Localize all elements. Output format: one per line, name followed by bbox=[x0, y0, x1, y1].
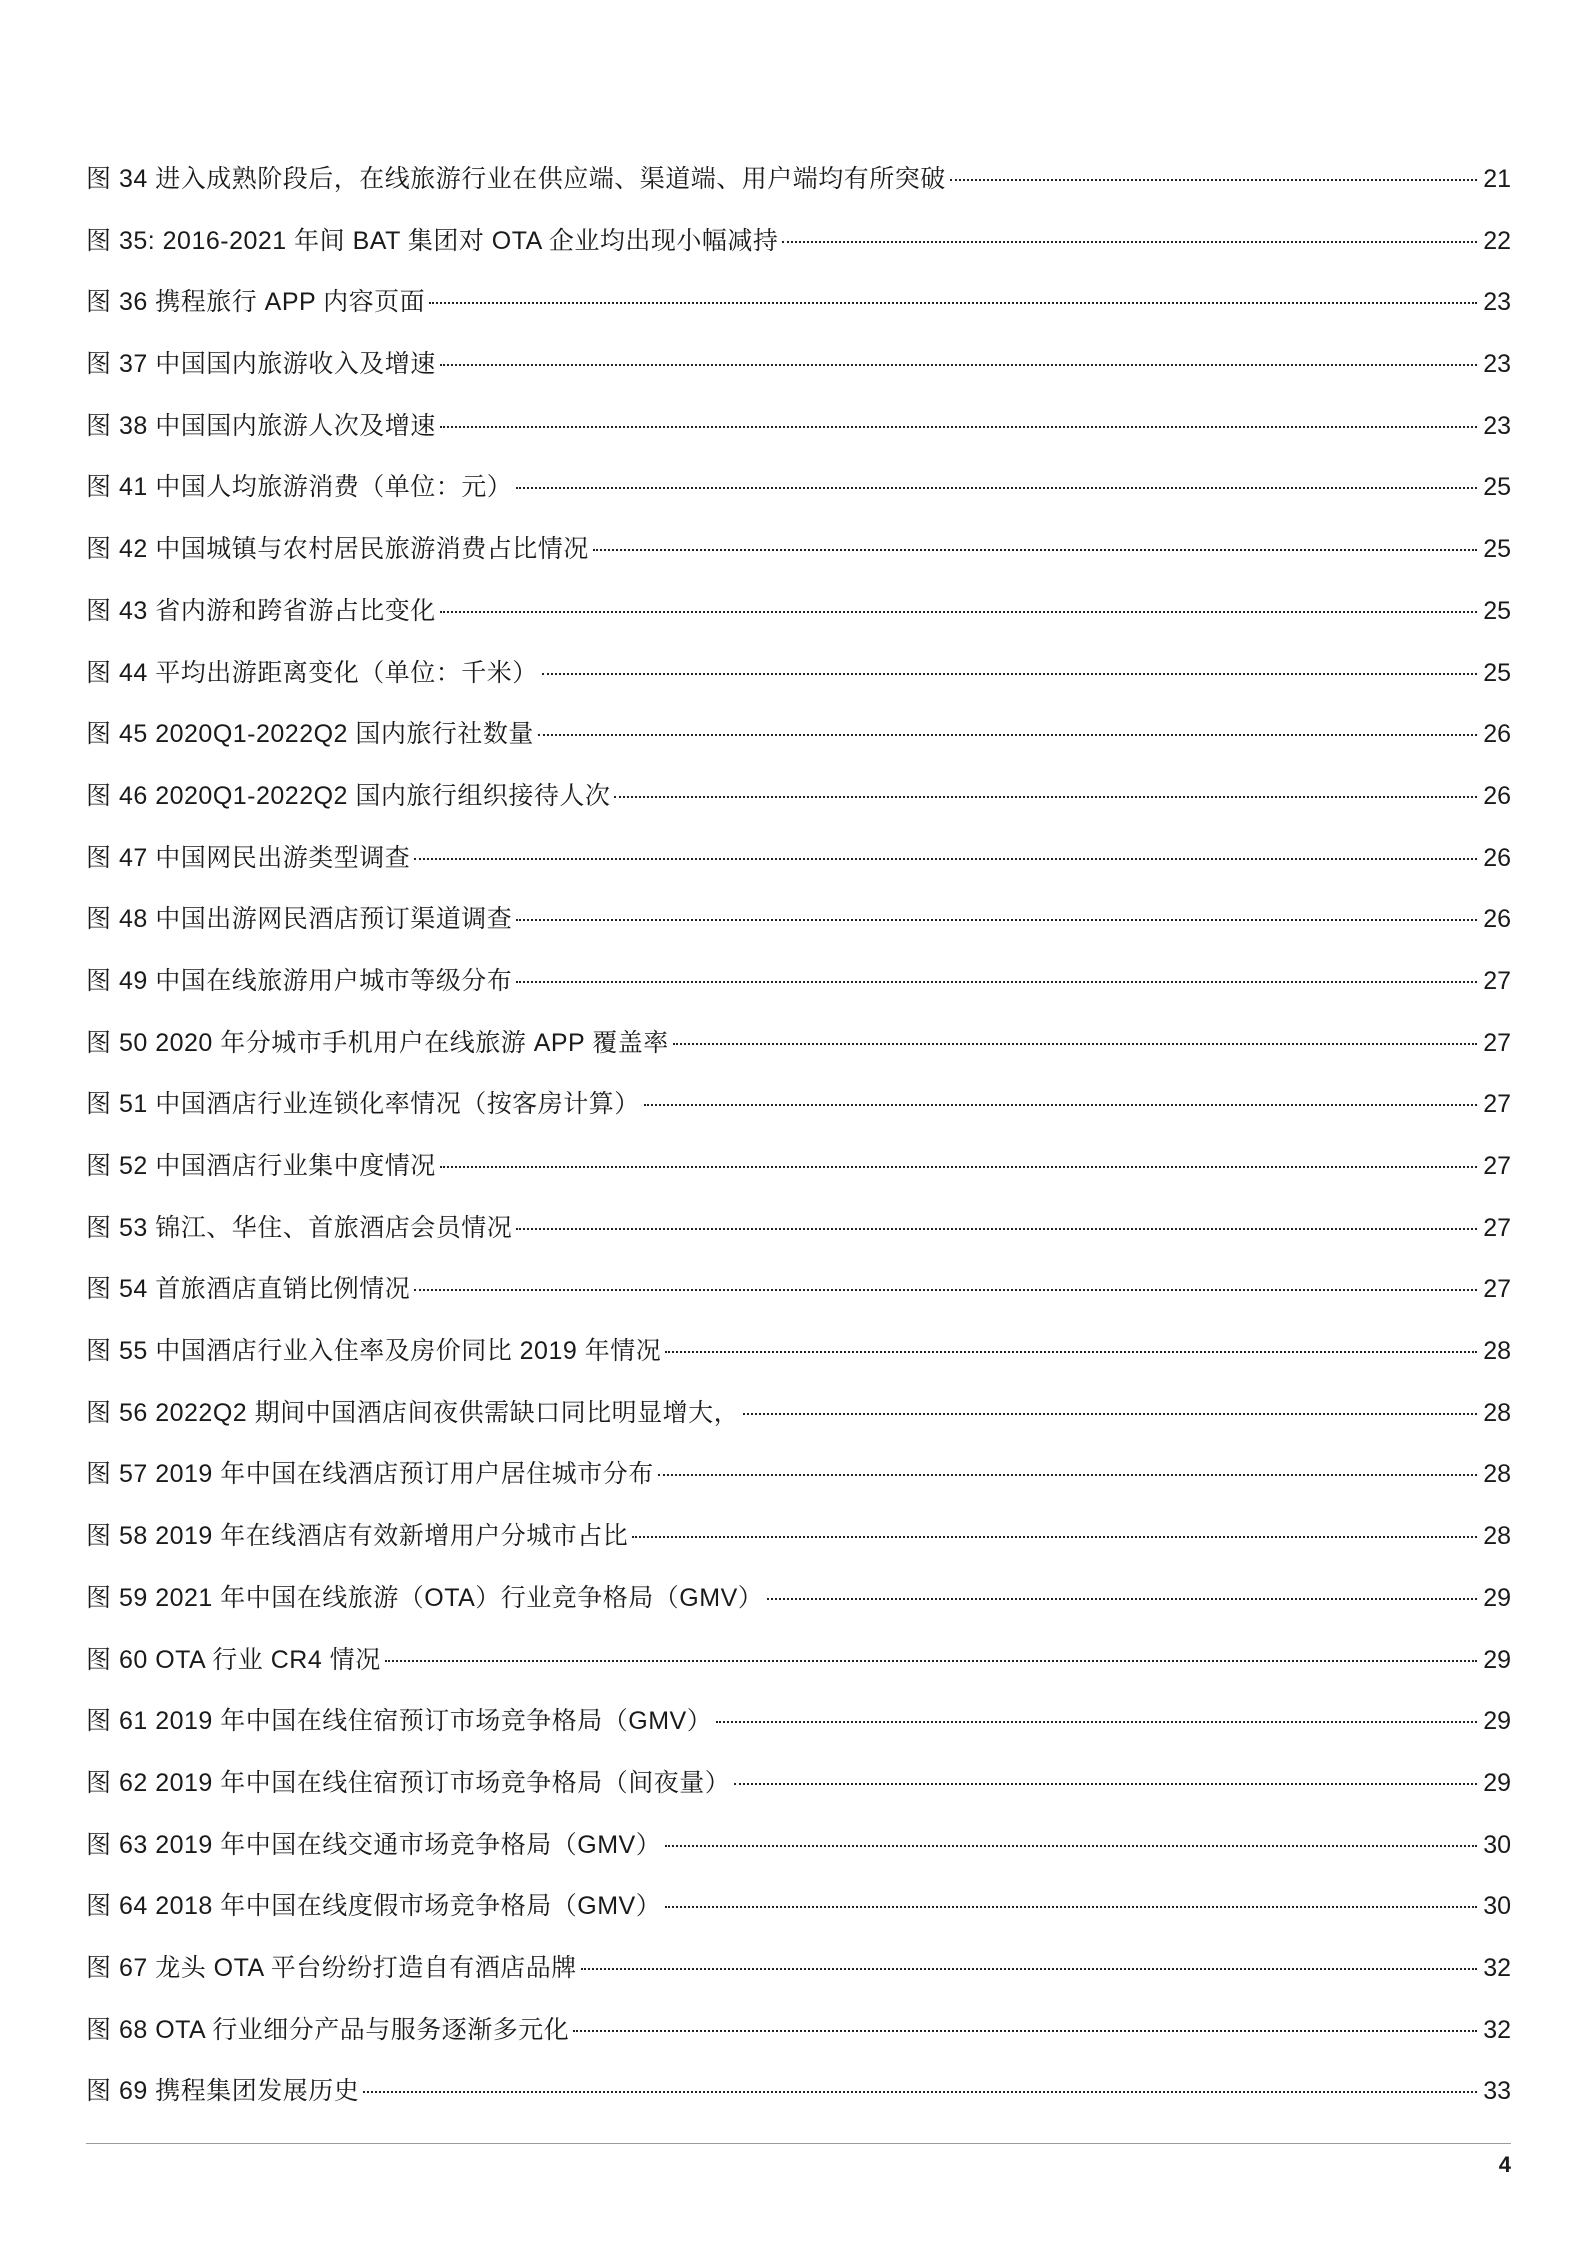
toc-entry[interactable] bbox=[86, 658, 1511, 720]
toc-entry-title[interactable]: 图 57 2019 年中国在线酒店预订用户居住城市分布 bbox=[86, 1460, 654, 1489]
toc-entry-title[interactable]: 图 53 锦江、华住、首旅酒店会员情况 bbox=[86, 1213, 513, 1242]
dot-leader bbox=[414, 1289, 1477, 1291]
toc-entry-title[interactable]: 图 55 中国酒店行业入住率及房价同比 2019 年情况 bbox=[86, 1337, 662, 1366]
toc-entry-title[interactable]: 图 51 中国酒店行业连锁化率情况（按客房计算） bbox=[86, 1090, 640, 1119]
toc-entry-title[interactable]: 图 47 中国网民出游类型调查 bbox=[86, 843, 411, 872]
toc-entry-page-number[interactable]: 27 bbox=[1483, 1090, 1511, 1119]
toc-entry-title[interactable]: 图 61 2019 年中国在线住宿预订市场竞争格局（GMV） bbox=[86, 1707, 713, 1736]
toc-entry-page-number[interactable]: 26 bbox=[1483, 781, 1511, 810]
toc-entry-title[interactable]: 图 50 2020 年分城市手机用户在线旅游 APP 覆盖率 bbox=[86, 1028, 669, 1057]
toc-entry-title[interactable]: 图 34 进入成熟阶段后，在线旅游行业在供应端、渠道端、用户端均有所突破 bbox=[86, 165, 946, 193]
toc-entry[interactable] bbox=[86, 1336, 1511, 1398]
toc-entry[interactable] bbox=[86, 1459, 1511, 1521]
toc-entry[interactable] bbox=[86, 1953, 1511, 2015]
toc-entry-page-number[interactable]: 25 bbox=[1483, 596, 1511, 625]
toc-entry-page-number[interactable]: 32 bbox=[1483, 1953, 1511, 1982]
toc-entry-title[interactable]: 图 35: 2016-2021 年间 BAT 集团对 OTA 企业均出现小幅减持 bbox=[86, 226, 779, 255]
toc-entry-page-number[interactable]: 28 bbox=[1483, 1522, 1511, 1551]
dot-leader bbox=[665, 1845, 1477, 1847]
toc-entry-title[interactable]: 图 58 2019 年在线酒店有效新增用户分城市占比 bbox=[86, 1522, 629, 1551]
dot-leader bbox=[767, 1598, 1477, 1600]
dot-leader bbox=[414, 858, 1477, 860]
dot-leader bbox=[673, 1043, 1477, 1045]
toc-entry[interactable] bbox=[86, 1089, 1511, 1151]
dot-leader bbox=[429, 302, 1477, 304]
dot-leader bbox=[665, 1906, 1477, 1908]
toc-entry[interactable] bbox=[86, 1521, 1511, 1583]
dot-leader bbox=[782, 241, 1477, 243]
toc-entry-title[interactable]: 图 59 2021 年中国在线旅游（OTA）行业竞争格局（GMV） bbox=[86, 1583, 764, 1612]
dot-leader bbox=[716, 1721, 1477, 1723]
dot-leader bbox=[593, 549, 1477, 551]
dot-leader bbox=[385, 1660, 1477, 1662]
toc-entry[interactable] bbox=[86, 1706, 1511, 1768]
dot-leader bbox=[363, 2091, 1477, 2093]
toc-entry-title[interactable]: 图 60 OTA 行业 CR4 情况 bbox=[86, 1645, 381, 1674]
toc-entry-title[interactable]: 图 54 首旅酒店直销比例情况 bbox=[86, 1275, 411, 1304]
toc-entry-title[interactable]: 图 45 2020Q1-2022Q2 国内旅行社数量 bbox=[86, 720, 534, 749]
toc-entry-title[interactable]: 图 63 2019 年中国在线交通市场竞争格局（GMV） bbox=[86, 1830, 662, 1859]
toc-entry-title[interactable]: 图 64 2018 年中国在线度假市场竞争格局（GMV） bbox=[86, 1892, 662, 1921]
toc-entry[interactable] bbox=[86, 1028, 1511, 1090]
toc-entry-page-number[interactable]: 32 bbox=[1483, 2015, 1511, 2044]
dot-leader bbox=[516, 981, 1477, 983]
table-of-figures bbox=[86, 164, 1511, 2138]
toc-entry-title[interactable]: 图 37 中国国内旅游收入及增速 bbox=[86, 350, 436, 379]
toc-entry[interactable] bbox=[86, 287, 1511, 349]
dot-leader bbox=[950, 179, 1477, 181]
toc-entry[interactable] bbox=[86, 1213, 1511, 1275]
dot-leader bbox=[440, 611, 1477, 613]
toc-entry[interactable] bbox=[86, 534, 1511, 596]
dot-leader bbox=[743, 1413, 1477, 1415]
toc-entry-page-number[interactable]: 26 bbox=[1483, 843, 1511, 872]
toc-entry-title[interactable]: 图 46 2020Q1-2022Q2 国内旅行组织接待人次 bbox=[86, 781, 611, 810]
toc-entry-page-number[interactable]: 26 bbox=[1483, 905, 1511, 934]
toc-entry[interactable] bbox=[86, 1768, 1511, 1830]
toc-entry[interactable] bbox=[86, 1398, 1511, 1460]
toc-entry[interactable] bbox=[86, 1891, 1511, 1953]
toc-entry[interactable] bbox=[86, 164, 1511, 226]
toc-entry-title[interactable]: 图 44 平均出游距离变化（单位：千米） bbox=[86, 658, 538, 687]
toc-entry-title[interactable]: 图 36 携程旅行 APP 内容页面 bbox=[86, 288, 426, 317]
toc-entry[interactable] bbox=[86, 1645, 1511, 1707]
toc-entry[interactable] bbox=[86, 1151, 1511, 1213]
toc-entry-page-number[interactable]: 23 bbox=[1483, 411, 1511, 440]
toc-entry[interactable] bbox=[86, 226, 1511, 288]
toc-entry-page-number[interactable]: 23 bbox=[1483, 288, 1511, 317]
dot-leader bbox=[516, 919, 1477, 921]
dot-leader bbox=[516, 1228, 1477, 1230]
toc-entry-title[interactable]: 图 56 2022Q2 期间中国酒店间夜供需缺口同比明显增大， bbox=[86, 1398, 740, 1427]
toc-entry[interactable] bbox=[86, 843, 1511, 905]
dot-leader bbox=[440, 1166, 1477, 1168]
toc-entry-page-number[interactable]: 30 bbox=[1483, 1892, 1511, 1921]
toc-entry-page-number[interactable]: 27 bbox=[1483, 966, 1511, 995]
toc-entry-title[interactable]: 图 52 中国酒店行业集中度情况 bbox=[86, 1152, 436, 1180]
toc-entry-page-number[interactable]: 28 bbox=[1483, 1398, 1511, 1427]
dot-leader bbox=[516, 487, 1477, 489]
dot-leader bbox=[440, 364, 1477, 366]
toc-entry-page-number[interactable]: 28 bbox=[1483, 1460, 1511, 1489]
toc-entry-title[interactable]: 图 62 2019 年中国在线住宿预订市场竞争格局（间夜量） bbox=[86, 1768, 731, 1797]
toc-entry-page-number[interactable]: 22 bbox=[1483, 226, 1511, 255]
toc-entry[interactable] bbox=[86, 2076, 1511, 2138]
toc-entry-page-number[interactable]: 29 bbox=[1483, 1707, 1511, 1736]
toc-entry-title[interactable]: 图 42 中国城镇与农村居民旅游消费占比情况 bbox=[86, 535, 589, 564]
toc-entry-page-number[interactable]: 21 bbox=[1483, 165, 1511, 193]
toc-entry[interactable] bbox=[86, 1583, 1511, 1645]
toc-entry-title[interactable]: 图 38 中国国内旅游人次及增速 bbox=[86, 411, 436, 440]
dot-leader bbox=[665, 1351, 1477, 1353]
dot-leader bbox=[538, 734, 1477, 736]
toc-entry-page-number[interactable]: 23 bbox=[1483, 350, 1511, 379]
toc-entry-page-number[interactable]: 27 bbox=[1483, 1028, 1511, 1057]
toc-entry[interactable] bbox=[86, 2015, 1511, 2077]
toc-entry-title[interactable]: 图 43 省内游和跨省游占比变化 bbox=[86, 596, 436, 625]
dot-leader bbox=[581, 1968, 1477, 1970]
toc-entry-page-number[interactable]: 29 bbox=[1483, 1583, 1511, 1612]
toc-entry-page-number[interactable]: 29 bbox=[1483, 1645, 1511, 1674]
toc-entry-page-number[interactable]: 30 bbox=[1483, 1830, 1511, 1859]
toc-entry-page-number[interactable]: 27 bbox=[1483, 1152, 1511, 1180]
dot-leader bbox=[644, 1104, 1477, 1106]
dot-leader bbox=[614, 796, 1477, 798]
toc-entry-title[interactable]: 图 49 中国在线旅游用户城市等级分布 bbox=[86, 966, 513, 995]
toc-entry[interactable] bbox=[86, 904, 1511, 966]
toc-entry-title[interactable]: 图 69 携程集团发展历史 bbox=[86, 2077, 360, 2106]
toc-entry-title[interactable]: 图 68 OTA 行业细分产品与服务逐渐多元化 bbox=[86, 2015, 570, 2044]
toc-entry-page-number[interactable]: 25 bbox=[1483, 535, 1511, 564]
toc-entry[interactable] bbox=[86, 1274, 1511, 1336]
toc-entry[interactable] bbox=[86, 472, 1511, 534]
toc-entry[interactable] bbox=[86, 596, 1511, 658]
toc-entry-page-number[interactable]: 25 bbox=[1483, 473, 1511, 502]
toc-entry-page-number[interactable]: 26 bbox=[1483, 720, 1511, 749]
toc-entry-page-number[interactable]: 27 bbox=[1483, 1213, 1511, 1242]
toc-entry-title[interactable]: 图 67 龙头 OTA 平台纷纷打造自有酒店品牌 bbox=[86, 1953, 577, 1982]
dot-leader bbox=[542, 673, 1477, 675]
toc-entry[interactable] bbox=[86, 781, 1511, 843]
dot-leader bbox=[632, 1536, 1477, 1538]
toc-entry-page-number[interactable]: 28 bbox=[1483, 1337, 1511, 1366]
toc-entry-page-number[interactable]: 27 bbox=[1483, 1275, 1511, 1304]
dot-leader bbox=[440, 426, 1477, 428]
footer-divider bbox=[86, 2143, 1511, 2144]
toc-entry[interactable] bbox=[86, 411, 1511, 473]
toc-entry-page-number[interactable]: 29 bbox=[1483, 1768, 1511, 1797]
toc-entry[interactable] bbox=[86, 966, 1511, 1028]
toc-entry-page-number[interactable]: 33 bbox=[1483, 2077, 1511, 2106]
dot-leader bbox=[658, 1474, 1477, 1476]
toc-entry-title[interactable]: 图 48 中国出游网民酒店预订渠道调查 bbox=[86, 905, 513, 934]
toc-entry-title[interactable]: 图 41 中国人均旅游消费（单位：元） bbox=[86, 473, 513, 502]
dot-leader bbox=[734, 1783, 1477, 1785]
page-number: 4 bbox=[1498, 2152, 1511, 2177]
toc-entry-page-number[interactable]: 25 bbox=[1483, 658, 1511, 687]
toc-entry[interactable] bbox=[86, 719, 1511, 781]
dot-leader bbox=[573, 2030, 1477, 2032]
toc-entry[interactable] bbox=[86, 1830, 1511, 1892]
toc-entry[interactable] bbox=[86, 349, 1511, 411]
